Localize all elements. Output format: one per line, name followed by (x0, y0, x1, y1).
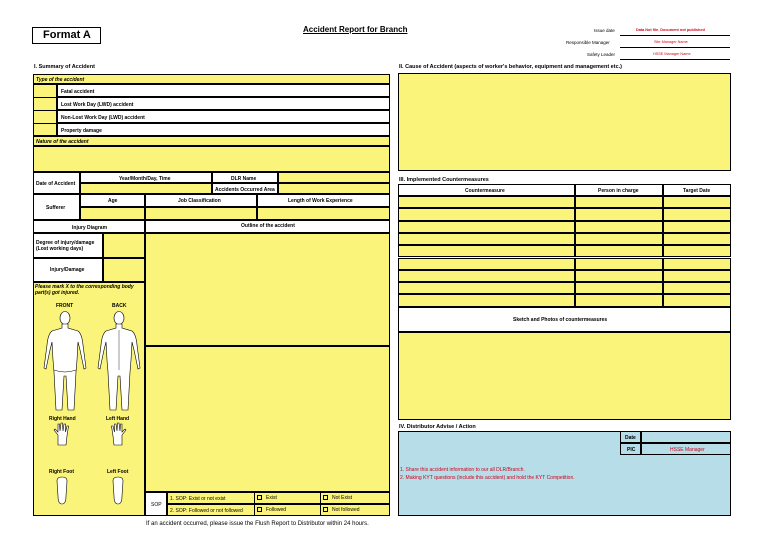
followed-label: Followed (266, 507, 287, 513)
countermeasure-cell[interactable] (398, 294, 575, 306)
sufferer-label: Sufferer (46, 205, 66, 211)
injury-diagram-label: Injury Diagram (72, 224, 108, 231)
accidents-area-label: Accidents Occurred Area (215, 186, 275, 193)
not-exist-checkbox[interactable] (323, 495, 328, 500)
countermeasure-cell[interactable] (398, 245, 575, 257)
date-label: Date of Accident (36, 181, 76, 187)
type-label: Non-Lost Work Day (LWD) accident (61, 114, 145, 121)
sop-row1-cell (167, 492, 390, 504)
right-hand-figure[interactable] (52, 422, 72, 446)
type-label: Fatal accident (61, 88, 95, 95)
col-person-header (575, 184, 663, 196)
responsible-manager-label: Responsible Manager (566, 40, 610, 45)
outline-label: Outline of the accident (241, 223, 295, 229)
distributor-date-label: Date (625, 435, 636, 441)
cause-input[interactable] (398, 73, 731, 171)
outline-input-top[interactable] (145, 233, 390, 346)
advice-2: 2. Making KYT questions (include this accident) and hold the KYT Competition. (400, 475, 575, 481)
safety-leader-label: Safety Leader (587, 52, 616, 57)
person-cell[interactable] (575, 270, 663, 282)
accidents-area-label-cell (212, 183, 278, 194)
col-countermeasure-header (398, 184, 575, 196)
back-body-figure[interactable] (94, 310, 144, 412)
type-header: Type of the accident (36, 76, 85, 83)
safety-leader-value: HSSE Manager Name (653, 52, 691, 56)
col-person: Person in charge (598, 188, 639, 194)
nature-header-row (33, 136, 390, 146)
outline-input-bottom[interactable] (145, 346, 390, 492)
col-target-header (663, 184, 731, 196)
cause-section-title: II. Cause of Accident (aspects of worker's behavior, equipment and management etc.) (399, 64, 622, 70)
right-hand-label: Right Hand (49, 416, 76, 422)
outline-header (145, 220, 390, 233)
type-label: Property damage (61, 127, 102, 134)
advice-1: 1. Share this accident information to our all DLR/Branch. (400, 467, 525, 473)
front-body-figure[interactable] (40, 310, 90, 412)
mark-note: Please mark X to the corresponding body part(s) got injured. (35, 284, 134, 296)
dlr-name-label: DLR Name (231, 175, 257, 182)
sketch-input[interactable] (398, 332, 731, 420)
dlr-name-label-cell (212, 172, 278, 183)
age-label: Age (108, 198, 118, 204)
target-date-cell[interactable] (663, 233, 731, 245)
injury-damage-label-cell (33, 258, 103, 282)
format-label: Format A (43, 29, 91, 41)
followed-checkbox[interactable] (257, 507, 262, 512)
injury-diagram-header (33, 220, 145, 233)
degree-label: Degree of injury/damage (Lost working days) (36, 240, 95, 252)
person-cell[interactable] (575, 245, 663, 257)
length-label: Length of Work Experience (288, 198, 353, 204)
sketch-label: Sketch and Photos of countermeasures (513, 317, 608, 323)
target-date-cell[interactable] (663, 208, 731, 220)
left-foot-label: Left Foot (107, 469, 129, 475)
sop-row2: 2. SOP: Followed or not followed (170, 508, 243, 514)
type-row-non-lwd[interactable] (57, 110, 390, 123)
degree-label-cell (33, 233, 103, 258)
countermeasure-cell[interactable] (398, 221, 575, 233)
length-label-cell (257, 194, 390, 207)
job-label: Job Classification (178, 198, 221, 204)
countermeasure-cell[interactable] (398, 196, 575, 208)
summary-section-title: I. Summary of Accident (34, 64, 95, 70)
sufferer-label-cell (33, 194, 80, 220)
right-foot-figure[interactable] (54, 476, 70, 506)
left-foot-figure[interactable] (110, 476, 126, 506)
sop-label-cell (145, 492, 167, 516)
degree-input[interactable] (103, 233, 145, 258)
job-input[interactable] (145, 207, 257, 220)
person-cell[interactable] (575, 294, 663, 306)
nature-input[interactable] (33, 146, 390, 172)
sop-row1: 1. SOP: Exist or not exist (170, 496, 226, 502)
col-target: Target Date (683, 188, 711, 194)
nature-header: Nature of the accident (36, 138, 89, 145)
age-label-cell (80, 194, 145, 207)
col-countermeasure: Countermeasure (465, 188, 505, 194)
front-label: FRONT (56, 303, 74, 309)
countermeasure-cell[interactable] (398, 208, 575, 220)
length-input[interactable] (257, 207, 390, 220)
person-cell[interactable] (575, 196, 663, 208)
target-date-cell[interactable] (663, 270, 731, 282)
person-cell[interactable] (575, 221, 663, 233)
countermeasure-cell[interactable] (398, 282, 575, 294)
dlr-name-input[interactable] (278, 172, 390, 183)
issue-date-value: Data Not file. Document not published (636, 28, 705, 32)
countermeasures-section-title: III. Implemented Countermeasures (399, 177, 489, 183)
target-date-cell[interactable] (663, 282, 731, 294)
countermeasure-cell[interactable] (398, 270, 575, 282)
target-date-cell[interactable] (663, 294, 731, 306)
target-date-cell[interactable] (663, 258, 731, 270)
sketch-header (398, 307, 731, 332)
injury-damage-label: Injury/Damage (50, 267, 85, 273)
pic-label: PIC (627, 447, 636, 453)
date-input[interactable] (80, 183, 212, 194)
distributor-date-input[interactable] (641, 431, 731, 443)
target-date-cell[interactable] (663, 196, 731, 208)
left-hand-label: Left Hand (106, 416, 130, 422)
type-row-fatal[interactable] (57, 84, 390, 97)
page-title: Accident Report for Branch (303, 25, 408, 34)
injury-damage-input[interactable] (103, 258, 145, 282)
countermeasure-cell[interactable] (398, 258, 575, 270)
not-exist-label: Not Exist (332, 495, 353, 501)
right-foot-label: Right Foot (49, 469, 74, 475)
person-cell[interactable] (575, 282, 663, 294)
pic-value: HSSE Manager (670, 447, 705, 453)
target-date-cell[interactable] (663, 245, 731, 257)
footer-note: If an accident occurred, please issue the Flush Report to Distributor within 24 hours. (146, 521, 369, 527)
accidents-area-input[interactable] (278, 183, 390, 194)
job-label-cell (145, 194, 257, 207)
exist-label: Exist (266, 495, 277, 501)
age-input[interactable] (80, 207, 145, 220)
date-label-cell (620, 431, 641, 443)
type-row-lwd[interactable] (57, 97, 390, 110)
not-followed-label: Not followed (332, 507, 360, 513)
countermeasure-cell[interactable] (398, 233, 575, 245)
issue-date-label: Issue date (594, 28, 615, 33)
person-cell[interactable] (575, 233, 663, 245)
not-followed-checkbox[interactable] (323, 507, 328, 512)
target-date-cell[interactable] (663, 221, 731, 233)
type-row-property[interactable] (57, 123, 390, 136)
pic-value-cell[interactable] (641, 443, 731, 455)
type-label: Lost Work Day (LWD) accident (61, 101, 134, 108)
left-hand-figure[interactable] (108, 422, 128, 446)
pic-label-cell (620, 443, 641, 455)
person-cell[interactable] (575, 208, 663, 220)
ymd-label: Year/Month/Day, Time (119, 175, 171, 182)
responsible-manager-value: Site Manager Name (654, 40, 688, 44)
sop-label: SOP (151, 502, 162, 508)
type-header-row (33, 74, 390, 84)
date-label-cell (33, 172, 80, 194)
ymd-label-cell (80, 172, 212, 183)
distributor-section-title: IV. Distributor Advise / Action (399, 424, 476, 430)
exist-checkbox[interactable] (257, 495, 262, 500)
back-label: BACK (112, 303, 127, 309)
person-cell[interactable] (575, 258, 663, 270)
